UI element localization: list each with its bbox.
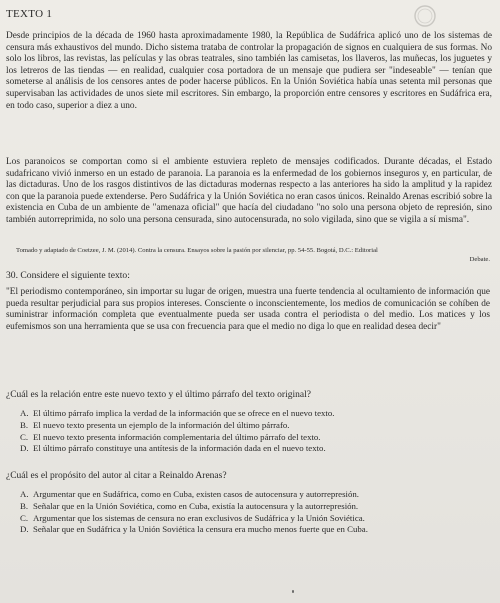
options-relation <box>20 408 490 455</box>
option-letter: D. <box>20 524 29 535</box>
question-relation: ¿Cuál es la relación entre este nuevo texto y el último párrafo del texto original? <box>6 390 311 400</box>
option-text: Argumentar que en Sudáfrica, como en Cuba, existen casos de autocensura y autorrepresión. <box>33 489 359 499</box>
option-text: El último párrafo constituye una antítesis de la información dada en el nuevo texto. <box>33 443 326 454</box>
option-c[interactable] <box>20 432 490 444</box>
option-text: Argumentar que los sistemas de censura no eran exclusivos de Sudáfrica y la Unión Soviética. <box>33 512 365 523</box>
option-letter: A. <box>20 408 29 418</box>
option-letter: B. <box>20 419 29 430</box>
option-letter: C. <box>20 431 29 442</box>
option-text: El último párrafo implica la verdad de la información que se ofrece en el nuevo texto. <box>33 408 335 418</box>
question-purpose: ¿Cuál es el propósito del autor al citar a Reinaldo Arenas? <box>6 471 227 481</box>
option-letter: C. <box>20 512 29 523</box>
source-citation-line2: Debate. <box>469 255 490 263</box>
passage-paragraph-2: Los paranoicos se comportan como si el ambiente estuviera repleto de mensajes codificados. Durante décadas, el Estado sudafricano vivió inmerso en un estado de paranoia. La paranoia es la enfermedad de los gobiernos inseguros y, en particular, de las dictaduras. Uno de los rasgos distintivos de las dictaduras modernas respecto a las anteriores ha sido la amplitud y la rapidez con que la paranoia puede extenderse. Pero Sudáfrica y la Unión Soviética no eran casos únicos. Reinaldo Arenas escribió sobre la existencia en Cuba de un ambiente de "amenaza oficial" que hacía del ciudadano "no solo una persona objeto de represión, sino también autorreprimida, no solo una persona censurada, sino autocensurada, no solo vigilada, sino que se vigila a sí misma". <box>6 157 492 225</box>
option-letter: A. <box>20 489 29 499</box>
options-purpose <box>20 489 490 536</box>
option-letter: B. <box>20 500 29 511</box>
option-d[interactable] <box>20 524 490 536</box>
option-c[interactable] <box>20 513 490 525</box>
scan-speck <box>292 590 294 593</box>
source-citation <box>16 247 490 264</box>
option-text: Señalar que en la Unión Soviética, como en Cuba, existía la autocensura y la autorrepresión. <box>33 500 359 511</box>
option-d[interactable] <box>20 443 490 455</box>
option-text: El nuevo texto presenta información complementaria del último párrafo del texto. <box>33 431 321 442</box>
option-text: Señalar que en Sudáfrica y la Unión Soviética la censura era mucho menos fuerte que en Cuba. <box>33 524 368 535</box>
question-30-intro: 30. Considere el siguiente texto: <box>6 270 130 281</box>
circled-number-stamp-icon <box>413 4 437 28</box>
option-text: El nuevo texto presenta un ejemplo de la información del último párrafo. <box>33 419 290 430</box>
option-a[interactable] <box>20 408 490 420</box>
option-letter: D. <box>20 443 29 454</box>
option-a[interactable] <box>20 489 490 501</box>
section-title: TEXTO 1 <box>6 8 53 20</box>
source-citation-line1: Tomado y adaptado de Coetzee, J. M. (2014). Contra la censura. Ensayos sobre la pasión por silenciar, pp. 54-55. Bogotá, D.C.: Editorial <box>16 247 378 254</box>
passage-paragraph-1: Desde principios de la década de 1960 hasta aproximadamente 1980, la República de Sudáfrica aplicó uno de los sistemas de censura más exhaustivos del mundo. Dicho sistema trataba de controlar la propagación de signos en cualquiera de sus formas. No solo los libros, las revistas, las películas y las obras teatrales, sino también las camisetas, los llaveros, las muñecas, los juguetes y los letreros de las tiendas — en realidad, cualquier cosa portadora de un mensaje que pudiera ser "indeseable" — tenían que someterse al análisis de los censores antes de poder hacerse públicos. En la Unión Soviética había unas setenta mil personas que supervisaban las actividades de unos siete mil escritores. Sin embargo, la proporción entre censores y escritores en Sudáfrica era, en todo caso, superior a diez a uno. <box>6 31 492 111</box>
option-b[interactable] <box>20 501 490 513</box>
option-b[interactable] <box>20 420 490 432</box>
question-30-quote: "El periodismo contemporáneo, sin importar su lugar de origen, muestra una fuerte tendencia al ocultamiento de información que pueda resultar perjudicial para sus propios intereses. Consciente o inconscientemente, los medios de comunicación se cohíben de suministrar información completa que eventualmente pueda ser usada contra el periodista o del medio. Los matices y los eufemismos son una herramienta que se usa con frecuencia para que el medio no diga lo que en realidad desea decir" <box>6 287 490 332</box>
